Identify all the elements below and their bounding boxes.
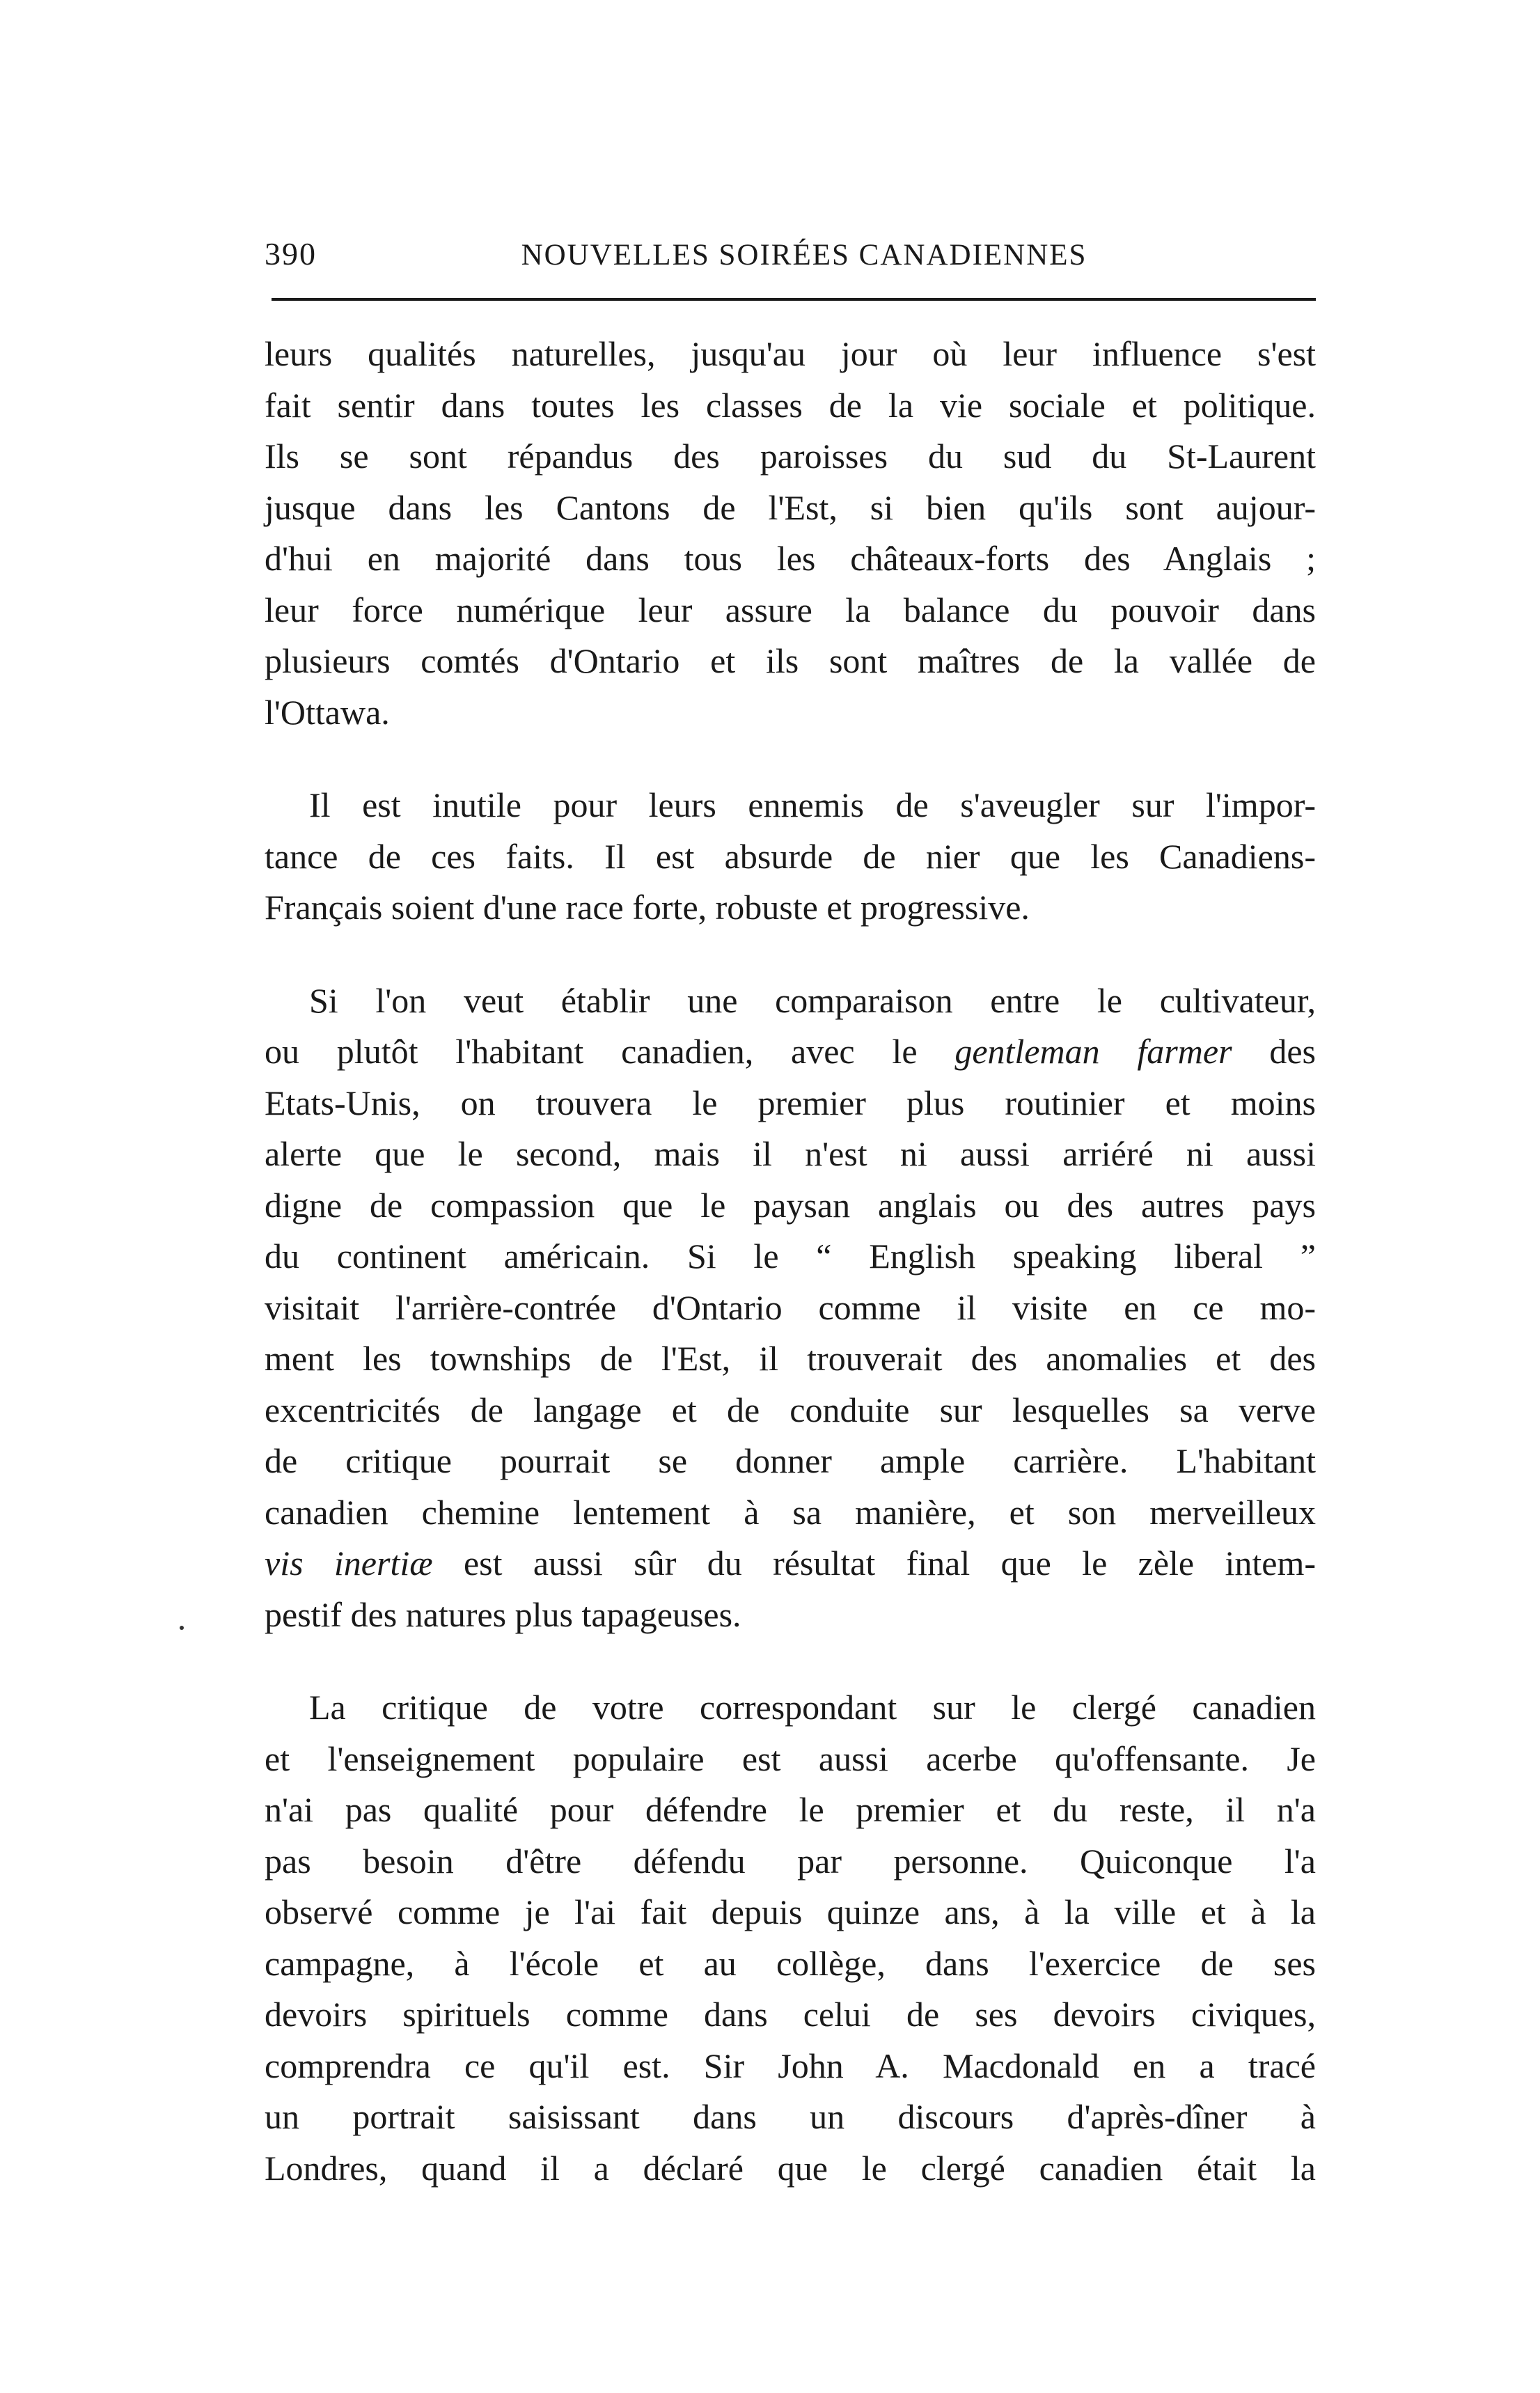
text-line: alerte que le second, mais il n'est ni aussi arriéré ni aussi — [265, 1134, 1316, 1173]
text-line: Français soient d'une race forte, robuste et progressive. — [265, 888, 1030, 927]
text-line: campagne, à l'école et au collège, dans l'exercice de ses — [265, 1943, 1316, 1983]
text-line: ou plutôt l'habitant canadien, avec le gentleman farmer des — [265, 1032, 1316, 1071]
text-line: fait sentir dans toutes les classes de la vie sociale et politique. — [265, 385, 1316, 425]
text-line: Il est inutile pour leurs ennemis de s'aveugler sur l'impor- — [309, 785, 1316, 824]
text-line: plusieurs comtés d'Ontario et ils sont maîtres de la vallée de — [265, 641, 1316, 680]
text-line: tance de ces faits. Il est absurde de nier que les Canadiens- — [265, 836, 1316, 876]
text-line: jusque dans les Cantons de l'Est, si bien qu'ils sont aujour- — [265, 487, 1316, 527]
text-line: vis inertiæ est aussi sûr du résultat final que le zèle intem- — [265, 1544, 1316, 1583]
text-line: Londres, quand il a déclaré que le clergé canadien était la — [265, 2148, 1316, 2188]
text-line: et l'enseignement populaire est aussi acerbe qu'offensante. Je — [265, 1739, 1316, 1778]
italic-phrase: vis inertiæ — [265, 1544, 433, 1583]
text-line: excentricités de langage et de conduite sur lesquelles sa verve — [265, 1390, 1316, 1429]
text-line: devoirs spirituels comme dans celui de ses devoirs civiques, — [265, 1995, 1316, 2034]
text-line: Etats-Unis, on trouvera le premier plus routinier et moins — [265, 1083, 1316, 1122]
text-line: ment les townships de l'Est, il trouverait des anomalies et des — [265, 1339, 1316, 1378]
text-line: Ils se sont répandus des paroisses du sud du St-Laurent — [265, 437, 1316, 476]
text-line: observé comme je l'ai fait depuis quinze ans, à la ville et à la — [265, 1892, 1316, 1931]
text-line: digne de compassion que le paysan anglais ou des autres pays — [265, 1185, 1316, 1225]
paragraph — [265, 329, 1316, 738]
text-line: de critique pourrait se donner ample carrière. L'habitant — [265, 1441, 1316, 1480]
paragraph — [265, 975, 1316, 1641]
text-line: un portrait saisissant dans un discours d'après-dîner à — [265, 2097, 1316, 2136]
text-line: visitait l'arrière-contrée d'Ontario comme il visite en ce mo- — [265, 1287, 1316, 1327]
page-number: 390 — [265, 236, 317, 272]
text-line: l'Ottawa. — [265, 692, 390, 732]
running-title: NOUVELLES SOIRÉES CANADIENNES — [521, 239, 1087, 272]
paragraph — [265, 780, 1316, 934]
header-rule — [272, 298, 1316, 301]
running-head — [265, 223, 1316, 278]
text-line: Si l'on veut établir une comparaison entre le cultivateur, — [309, 980, 1316, 1020]
text-line: canadien chemine lentement à sa manière, et son merveilleux — [265, 1492, 1316, 1532]
text-line: La critique de votre correspondant sur le clergé canadien — [309, 1688, 1316, 1727]
italic-phrase: gentleman farmer — [954, 1032, 1232, 1071]
text-line: comprendra ce qu'il est. Sir John A. Macdonald en a tracé — [265, 2046, 1316, 2085]
text-line: leur force numérique leur assure la balance du pouvoir dans — [265, 590, 1316, 629]
text-line: pas besoin d'être défendu par personne. Quiconque l'a — [265, 1841, 1316, 1881]
paragraph — [265, 1682, 1316, 2194]
text-line: pestif des natures plus tapageuses. — [265, 1594, 741, 1634]
text-line: d'hui en majorité dans tous les châteaux-forts des Anglais ; — [265, 539, 1316, 578]
margin-mark — [180, 1626, 184, 1630]
text-line: du continent américain. Si le “ English speaking liberal ” — [265, 1237, 1316, 1276]
text-line: leurs qualités naturelles, jusqu'au jour où leur influence s'est — [265, 334, 1316, 373]
text-line: n'ai pas qualité pour défendre le premier et du reste, il n'a — [265, 1790, 1316, 1829]
body-text — [265, 329, 1316, 2194]
book-page — [265, 223, 1316, 2194]
